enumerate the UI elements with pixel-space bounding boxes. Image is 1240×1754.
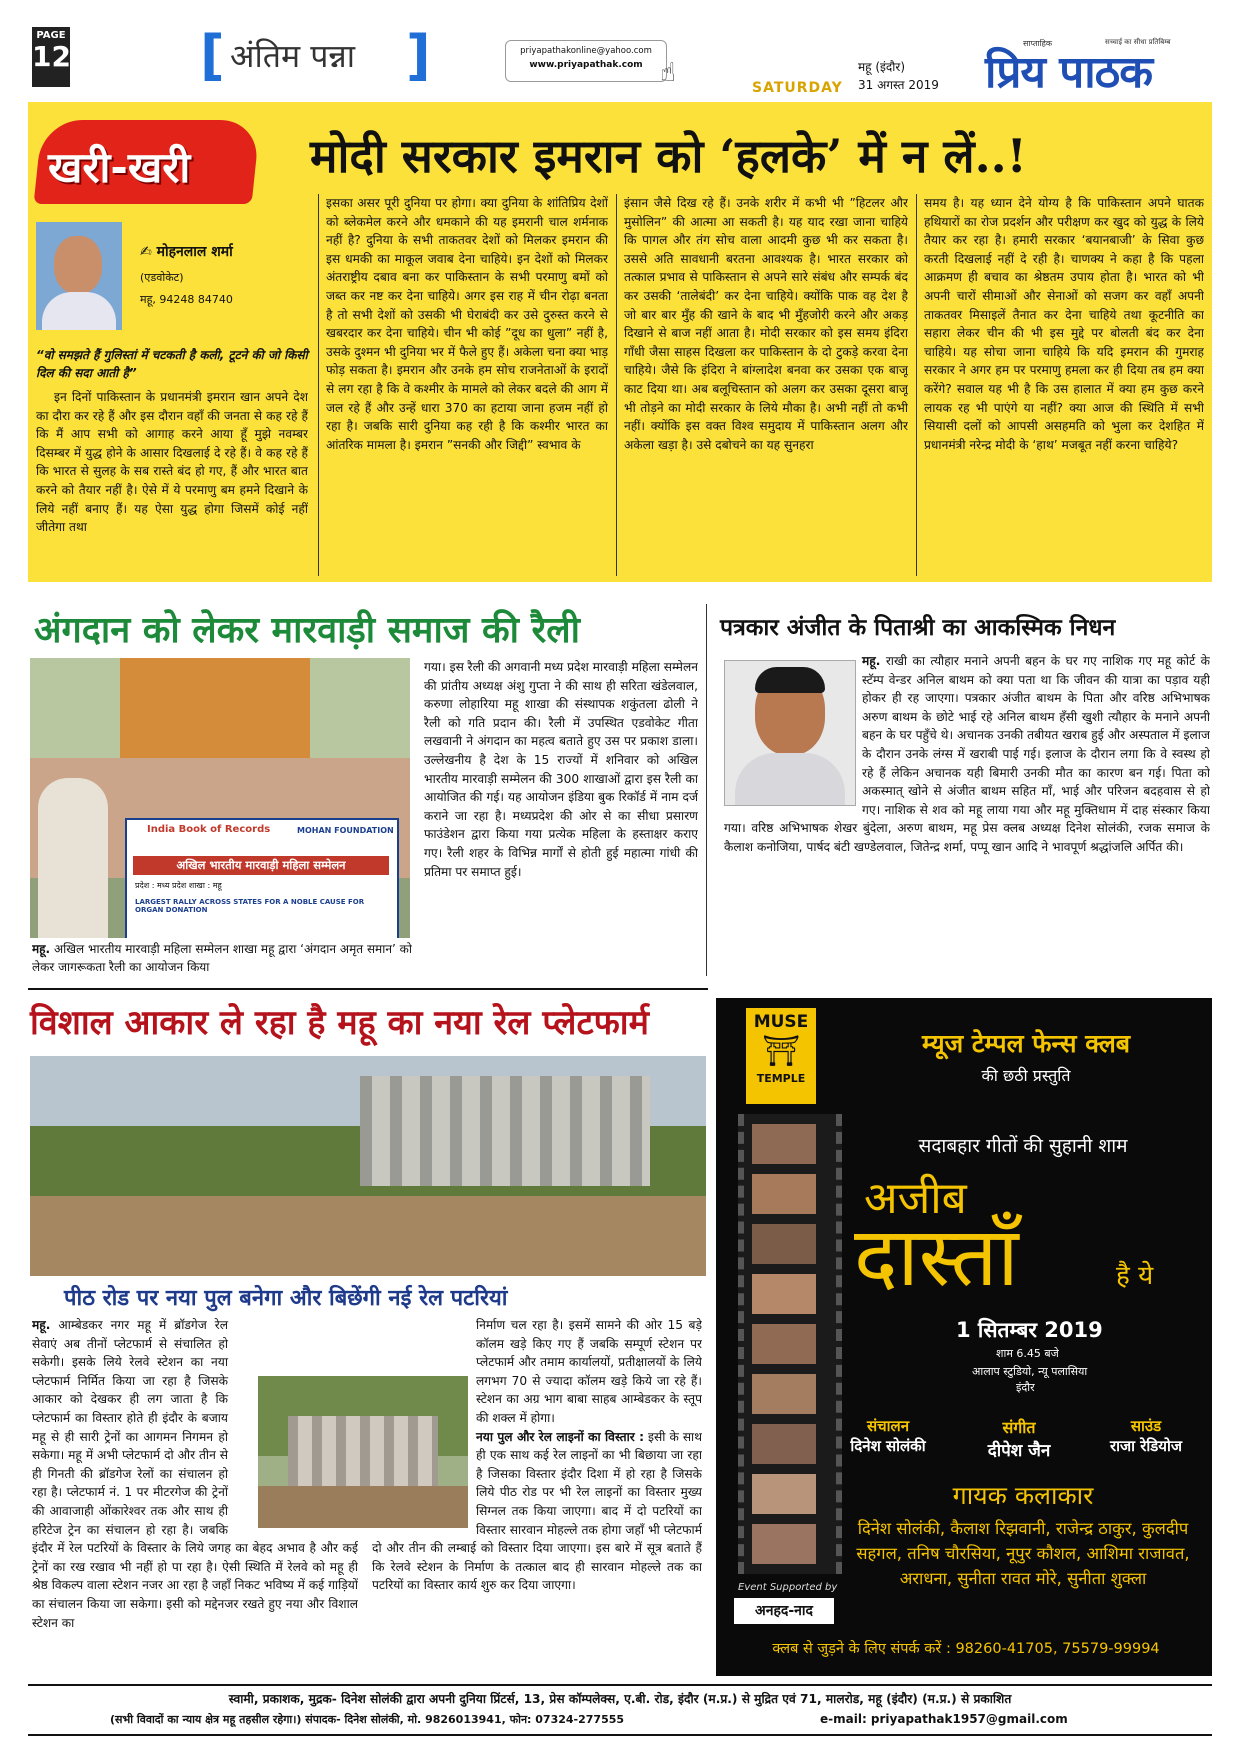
page-number-box: [32, 27, 70, 87]
railway-subhead: पीठ रोड पर नया पुल बनेगा और बिछेंगी नई रेल पटरियां: [64, 1286, 508, 1311]
ad-presents: की छठी प्रस्तुति: [981, 1066, 1071, 1085]
singer-thumb: [752, 1474, 816, 1514]
website-text: www.priyapathak.com: [529, 60, 643, 70]
editorial-text-2: इसका असर पूरी दुनिया पर होगा। क्या दुनिया के शांतिप्रिय देशों को ब्लेकमेल करने और धमकाने की यह इमरानी चाल शर्मनाक नहीं है? दुनिया के सभी ताकतवर देशों को मिलकर इमरान की इस धमकी का माकूल जवाब देना चाहिये। इन देशों को मिलकर अंतराष्ट्रीय दबाव बना कर पाकिस्तान के सभी परमाणु बमों को जब्त कर नष्ट कर देना चाहिये। अगर इस राह में चीन रोढ़ा बनता है तो सभी देशों को उसकी भी घेराबंदी कर उसे दुरुस्त करने से खबरदार कर देना चाहिये। चीन भी कोई ”दूध का धुला” नहीं है, उसके दुश्मन भी दुनिया भर में फैले हुए हैं। अकेला चना क्या भाड़ फोड़ सकता है। इमरान और उनके हम सोच राजनेताओं के इरादों से लग रहा है कि वे कश्मीर के मामले को लेकर बदले की आग में जल रहे हैं और उन्हें धारा 370 का हटाया जाना हजम नहीं हो रहा है। जबकि सारी दुनिया कह रही है कि कश्मीर भारत का आंतरिक मामला है। इमरान ”सनकी और जिद्दी” स्वभाव के: [326, 196, 608, 452]
singer-thumb: [752, 1524, 816, 1564]
singer-thumb: [752, 1274, 816, 1314]
paper-motto: सच्चाई का सीधा प्रतिबिम्ब: [1105, 38, 1171, 46]
photo-float: [724, 652, 862, 806]
column-tag-badge: [34, 120, 260, 210]
photo-women-left: [38, 778, 108, 938]
divider: [318, 194, 319, 576]
editorial-quote: “वो समझते हैं गुलिस्तां में चटकती है कली, टूटने की जो किसी दिल की सदा आती है”: [36, 348, 308, 380]
credit: [1086, 1416, 1206, 1456]
muse-logo: [746, 1008, 816, 1104]
footer-rule: [28, 1684, 1212, 1686]
singer-thumb: [752, 1174, 816, 1214]
ad-time: शाम 6.45 बजे: [996, 1347, 1059, 1360]
credit-name: दीपेश जैन: [987, 1441, 1051, 1461]
railway-col-2: [372, 1316, 702, 1672]
ad-tagline: सदाबहार गीतों की सुहानी शाम: [918, 1135, 1128, 1157]
singer-thumb: [752, 1224, 816, 1264]
banner-eng: LARGEST RALLY ACROSS STATES FOR A NOBLE CAUSE FOR ORGAN DONATION: [135, 898, 365, 914]
page-label: PAGE: [36, 30, 66, 41]
ad-date: 1 सितम्बर 2019: [956, 1318, 1103, 1342]
rally-body-text: गया। इस रैली की अगवानी मध्य प्रदेश मारवाड़ी महिला सम्मेलन की प्रांतीय अध्यक्ष अंशु गुप्ता ने की साथ ही सरिता खंडेलवाल, करुणा लोहारिया महू शाखा की संस्थापक शकुंतला ढोली ने रैली को गति प्रदान की। रैली में उपस्थित एडवोकेट गीता लखवानी ने अंगदान का महत्व बताते हुए उस पर प्रकाश डाला। उल्लेखनीय है देश के 15 राज्यों में शनिवार को अखिल भारतीय मारवाड़ी सम्मेलन की 300 शाखाओं द्वारा इस रैली का आयोजित की गई। यह आयोजन इंडिया बुक रिकॉर्ड में नाम दर्ज कराने जा रहा है। मध्यप्रदेश की ओर से का सीधा प्रसारण फाउंडेशन द्वारा किया गया प्रत्येक महिला के हस्ताक्षर कराए गए। रैली शहर के विभिन्न मार्गों से होती हुई महात्मा गांधी की प्रतिमा पर समाप्त हुई।: [424, 660, 698, 879]
obituary-body: [724, 652, 1210, 978]
photo-building: [120, 658, 310, 768]
section-title-box: [200, 24, 431, 87]
banner-partner: MOHAN FOUNDATION: [297, 826, 394, 835]
rally-banner: [125, 818, 399, 938]
event-ad: [716, 998, 1212, 1676]
divider: [916, 194, 917, 576]
editorial-col-4: [924, 194, 1204, 578]
ad-club: म्यूज टेम्पल फेन्स क्लब: [921, 1029, 1131, 1058]
banner-sub: प्रदेश : मध्य प्रदेश शाखा : महू: [135, 881, 222, 890]
hand-cursor-icon: ☝: [660, 58, 676, 88]
ad-supported-by: Event Supported by: [738, 1582, 838, 1593]
temple-icon: ⛩: [761, 1034, 801, 1069]
ad-title-2: दास्ताँ: [854, 1210, 1019, 1305]
masthead: [985, 30, 1210, 96]
email-text: priyapathakonline@yahoo.com: [520, 46, 652, 56]
singer-thumb: [752, 1374, 816, 1414]
obituary-place: महू.: [862, 654, 881, 668]
divider: [706, 604, 707, 976]
rally-headline: अंगदान को लेकर मारवाड़ी समाज की रैली: [34, 609, 580, 651]
credit: [954, 1416, 1084, 1461]
editorial-col-2: [326, 194, 608, 578]
page-number: 12: [32, 40, 71, 73]
banner-title: अखिल भारतीय मारवाड़ी महिला सम्मेलन: [133, 856, 389, 875]
editorial-text-3: इंसान जैसे दिख रहे हैं। उनके शरीर में कभी भी ”हिटलर और मुसोलिन” की आत्मा आ सकती है। यह याद रखा जाना चाहिये कि पागल और तंग सोच वाला आदमी कुछ भी कर सकता है। उससे अति सावधानी बरतना आवश्यक है। भारत सरकार को तत्काल प्रभाव से पाकिस्तान से अपने सारे संबंध और सम्पर्क बंद कर उसकी ‘तालेबंदी’ कर देना चाहिये। क्योंकि पाक वह देश है जो बार बार मुँह की खाने के बाद भी मुँहजोरी करने और अकड़ दिखाने से बाज नहीं आता है। मोदी सरकार को इस समय इंदिरा गाँधी जैसा साहस दिखला कर पाकिस्तान के दो टुकड़े करवा देना चाहिये। जैसे कि इंदिरा ने बांग्लादेश बनवा कर उसका एक बाजू काट दिया था। अब बलूचिस्तान को अलग कर उसका दूसरा बाजू भी तोड़ने का मोदी सरकार के लिये मौका है। अभी नहीं तो कभी नहीं। क्योंकि इस वक्त विश्व समुदाय में पाकिस्तान अलग और अकेला खड़ा है। उसे दबोचने का यह सुनहरा: [624, 196, 908, 452]
banner-org: India Book of Records: [147, 824, 271, 835]
ad-venue: आलाप स्टुडियो, न्यू पलासिया: [972, 1365, 1088, 1378]
column-tag: खरी-खरी: [48, 143, 191, 192]
singer-thumb: [752, 1324, 816, 1364]
photo-columns: [360, 1076, 650, 1186]
bracket-right: ]: [406, 24, 431, 87]
date: 31 अगस्त 2019: [858, 78, 939, 92]
paper-name: प्रिय पाठक: [985, 47, 1153, 98]
credit: [828, 1416, 948, 1456]
photo-ground: [30, 1196, 706, 1276]
footer-line-1: स्वामी, प्रकाशक, मुद्रक- दिनेश सोलंकी द्वारा अपनी दुनिया प्रिंटर्स, 13, प्रेस कॉम्पलेक्स, ए.बी. रोड, इंदौर (म.प्र.) से मुद्रित एवं 71, मालरोड, महू (इंदौर) (म.प्र.) से प्रकाशित: [228, 1692, 1012, 1706]
footer-rule: [28, 1734, 1212, 1736]
place: महू (इंदौर): [858, 60, 906, 74]
railway-place: महू.: [32, 1318, 51, 1332]
ad-singers: दिनेश सोलंकी, कैलाश रिझवानी, राजेन्द्र ठाकुर, कुलदीप सहगल, तनिष चौरसिया, नूपुर कौशल, आशिमा राजावत, अराधना, सुनीता रावत मोरे, सुनीता शुक्ला: [856, 1519, 1190, 1588]
rally-photo: [30, 658, 410, 938]
footer-email: e-mail: priyapathak1957@gmail.com: [820, 1712, 1068, 1726]
author-face: [54, 236, 102, 294]
editorial-text-1: इन दिनों पाकिस्तान के प्रधानमंत्री इमरान खान अपने देश का दौरा कर रहे हैं और इस दौरान वहाँ की जनता से कह रहे हैं कि मैं आप सभी को आगाह करने आया हूँ मुझे नवम्बर दिसम्बर में युद्ध होने के आसार दिखलाई दे रहे हैं। वे कह रहे हैं कि भारत से सुलह के सब रास्ते बंद हो गए, हैं और भारत बात करने को तैयार नहीं है। ऐसे में ये परमाणु बम हमने दिखाने के लिये नहीं बनाए हैं। यह ऐसा युद्ध होगा जिसमें कोई नहीं जीतेगा तथा: [36, 390, 308, 535]
editorial-headline: मोदी सरकार इमरान को ‘हलके’ में न लें..!: [310, 129, 1027, 183]
web-box: [505, 40, 667, 82]
obituary-text: राखी का त्यौहार मनाने अपनी बहन के घर गए नाशिक गए महू कोर्ट के स्टॅम्प वेन्डर अनिल बाथम को क्या पता था कि जीवन की यात्रा का पड़ाव यही होकर ही रह जाएगा। पत्रकार अंजीत बाथम के पिता और वरिष्ठ अभिभाषक अरुण बाथम के छोटे भाई रहे अनिल बाथम हँसी खुशी त्यौहार के मनाने अपनी बहन के घर पहुँचे थे। अचानक उनकी तबीयत खराब हुई और अस्पताल में इलाज के दौरान उनके लंग्स में खराबी पाई गई। इलाज के दौरान लगा कि वे स्वस्थ हो रहे हैं लेकिन अचानक यही बिमारी उनकी मौत का कारण बन गई। पिता को अकस्मात् खोने से अंजीत बाथम सहित माँ, भाई और परिजन बदहवास से हो गए। नाशिक से शव को महू लाया गया और महू मुक्तिधाम में दाह संस्कार किया गया। वरिष्ठ अभिभाषक शेखर बुंदेला, अरुण बाथम, महू प्रेस क्लब अध्यक्ष दिनेश सोलंकी, रजक समाज के कैलाश कनोजिया, पार्षद बंटी खण्डेलवाल, जितेन्द्र शर्मा, पप्पू खान आदि ने भावपूर्ण श्रद्धांजलि अर्पित की।: [724, 654, 1210, 854]
railway-text-2a: निर्माण चल रहा है। इसमें सामने की ओर 15 बड़े कॉलम खड़े किए गए हैं जबकि सम्पूर्ण स्टेशन पर प्लेटफार्म और तमाम कार्यालयों, प्रतीक्षालयों के लिये लगभग 70 से ज्यादा कॉलम खड़े किये जा रहे हैं। स्टेशन का अग्र भाग बाबा साहब आम्बेडकर के स्तूप की शक्ल में होगा।: [476, 1318, 702, 1425]
editorial-col-3: [624, 194, 908, 578]
ad-title-1: अजीब: [864, 1173, 967, 1224]
ad-contact: क्लब से जुड़ने के लिए संपर्क करें : 98260-41705, 75579-99994: [772, 1641, 1160, 1657]
credit-role: संगीत: [1002, 1418, 1036, 1437]
credit-name: राजा रेडियोज: [1109, 1437, 1183, 1455]
author-photo: [36, 222, 122, 330]
rule: [28, 988, 708, 990]
bracket-left: [: [200, 24, 225, 87]
ad-singers-heading: गायक कलाकार: [952, 1481, 1094, 1510]
author-contact: महू, 94248 84740: [140, 293, 233, 306]
logo-bottom: TEMPLE: [756, 1072, 806, 1085]
obituary-headline: पत्रकार अंजीत के पिताश्री का आकस्मिक निधन: [720, 615, 1116, 641]
rally-caption: [32, 940, 412, 978]
ad-title-3: है ये: [1116, 1261, 1154, 1291]
singer-thumb: [752, 1124, 816, 1164]
rally-body: [424, 658, 698, 978]
section-title: अंतिम पन्ना: [230, 37, 355, 75]
divider: [616, 194, 617, 576]
author-shirt: [42, 292, 116, 330]
photo-float: [372, 1370, 476, 1530]
railway-col2-subhead: नया पुल और रेल लाइनों का विस्तार :: [476, 1429, 645, 1444]
railway-text-1: आम्बेडकर नगर महू में ब्रॉडगेज रेल सेवाएं अब तीनों प्लेटफार्म से संचालित हो सकेगी। इसके लिये रेलवे स्टेशन का नया प्लेटफार्म निर्मित किया जा रहा है जिसके आकार को देखकर ही लग जाता है कि प्लेटफार्म का विस्तार होते ही इंदौर के बजाय महू से ही सारी ट्रेनों का आगमन निगमन हो सकेगा। महू में अभी प्लेटफार्म दो और तीन से ही गिनती की ब्रॉडगेज रेलों का संचालन हो रहा है। प्लेटफार्म नं. 1 पर मीटरगेज की ट्रेनों की आवाजाही ओंकारेश्वर तक और साथ ही हरिटेज ट्रेन का संचालन हो रहा है। जबकि इंदौर में रेल पटरियों के विस्तार के लिये जगह का बेहद अभाव है और कई ट्रेनों का रख रखाव भी नहीं हो पा रहा है। ऐसी स्थिति में रेलवे को महू ही श्रेष्ठ विकल्प वाला स्टेशन नजर आ रहा है जहाँ निकट भविष्य में कई गाड़ियों का संचालन किया जा सकेगा। इसी को मद्देनजर रखते हुए नया और विशाल स्टेशन का: [32, 1318, 358, 1630]
editorial-text-4: समय है। यह ध्यान देने योग्य है कि पाकिस्तान अपने घातक हथियारों का रोज प्रदर्शन और परीक्षण कर खुद को युद्ध के लिये तैयार कर रहा है। हमारी सरकार ‘बयानबाजी’ के सिवा कुछ करती दिखलाई नहीं दे रही है। चाणक्य ने कहा है कि पहला आक्रमण ही बचाव का श्रेष्ठतम उपाय होता है। भारत को भी अपनी चारों सीमाओं और सेनाओं को सजग कर वहाँ अपनी ताकतवर मिसाइलें तैनात कर देना चाहिये तथा कूटनीति का सहारा लेकर चीन की भी इस मुद्दे पर बोलती बंद कर देना चाहिये। यह सोचा जाना चाहिये कि यदि इमरान की गुमराह सरकार ने अगर हम पर परमाणु हमला कर ही दिया तब हम क्या करेंगे? सवाल यह भी है कि उस हालात में क्या हम कुछ करने लायक रह भी पाएंगे या नहीं? क्या आज की स्थिति में सभी सियासी दलों को आपसी असहमति को भुला कर देशहित में प्रधानमंत्री नरेन्द्र मोदी के ‘हाथ’ मजबूत नहीं करना चाहिये?: [924, 196, 1204, 452]
railway-text-2b: इसी के साथ ही एक साथ कई रेल लाइनों का भी बिछाया जा रहा है जिसका विस्तार इंदौर दिशा में हो रहा है जिसके लिये पीठ रोड पर भी रेल लाइनों का विस्तार मुख्य सिग्नल तक किया जाएगा। बाद में दो पटरियों का विस्तार सारवान मोहल्ले तक होगा जहाँ भी प्लेटफार्म दो और तीन की लम्बाई को विस्तार दिया जाएगा। इस बारे में सूत्र बताते हैं कि रेलवे स्टेशन के निर्माण के तत्काल बाद ही सारवान मोहल्ले तक का पटरियों का विस्तार कार्य शुरु कर दिया जाएगा।: [372, 1429, 702, 1593]
ad-sponsor: अनहद-नाद: [734, 1598, 834, 1624]
credit-role: संचालन: [866, 1417, 910, 1435]
paper-weekly: साप्ताहिक: [1023, 39, 1053, 48]
author-name: ✍ मोहनलाल शर्मा: [140, 244, 233, 260]
railway-photo: [30, 1056, 706, 1276]
logo-top: MUSE: [753, 1012, 809, 1032]
rally-caption-text: अखिल भारतीय मारवाड़ी महिला सम्मेलन शाखा महू द्वारा ‘अंगदान अमृत समान’ को लेकर जागरूकता रैली का आयोजन किया: [32, 942, 412, 974]
railway-headline: विशाल आकार ले रहा है महू का नया रेल प्लेटफार्म: [30, 1003, 649, 1043]
editorial-col-1: [36, 388, 308, 578]
singer-thumb: [752, 1424, 816, 1464]
author-title: (एडवोकेट): [140, 271, 184, 284]
credit-role: साउंड: [1130, 1417, 1162, 1435]
credit-name: दिनेश सोलंकी: [850, 1437, 926, 1455]
footer-line-2: (सभी विवादों का न्याय क्षेत्र महू तहसील रहेगा।) संपादक- दिनेश सोलंकी, मो. 9826013941, फोन: 07324-277555: [110, 1713, 625, 1726]
weekday: SATURDAY: [752, 80, 843, 96]
ad-city: इंदौर: [1016, 1381, 1035, 1394]
rally-caption-place: महू.: [32, 942, 51, 956]
